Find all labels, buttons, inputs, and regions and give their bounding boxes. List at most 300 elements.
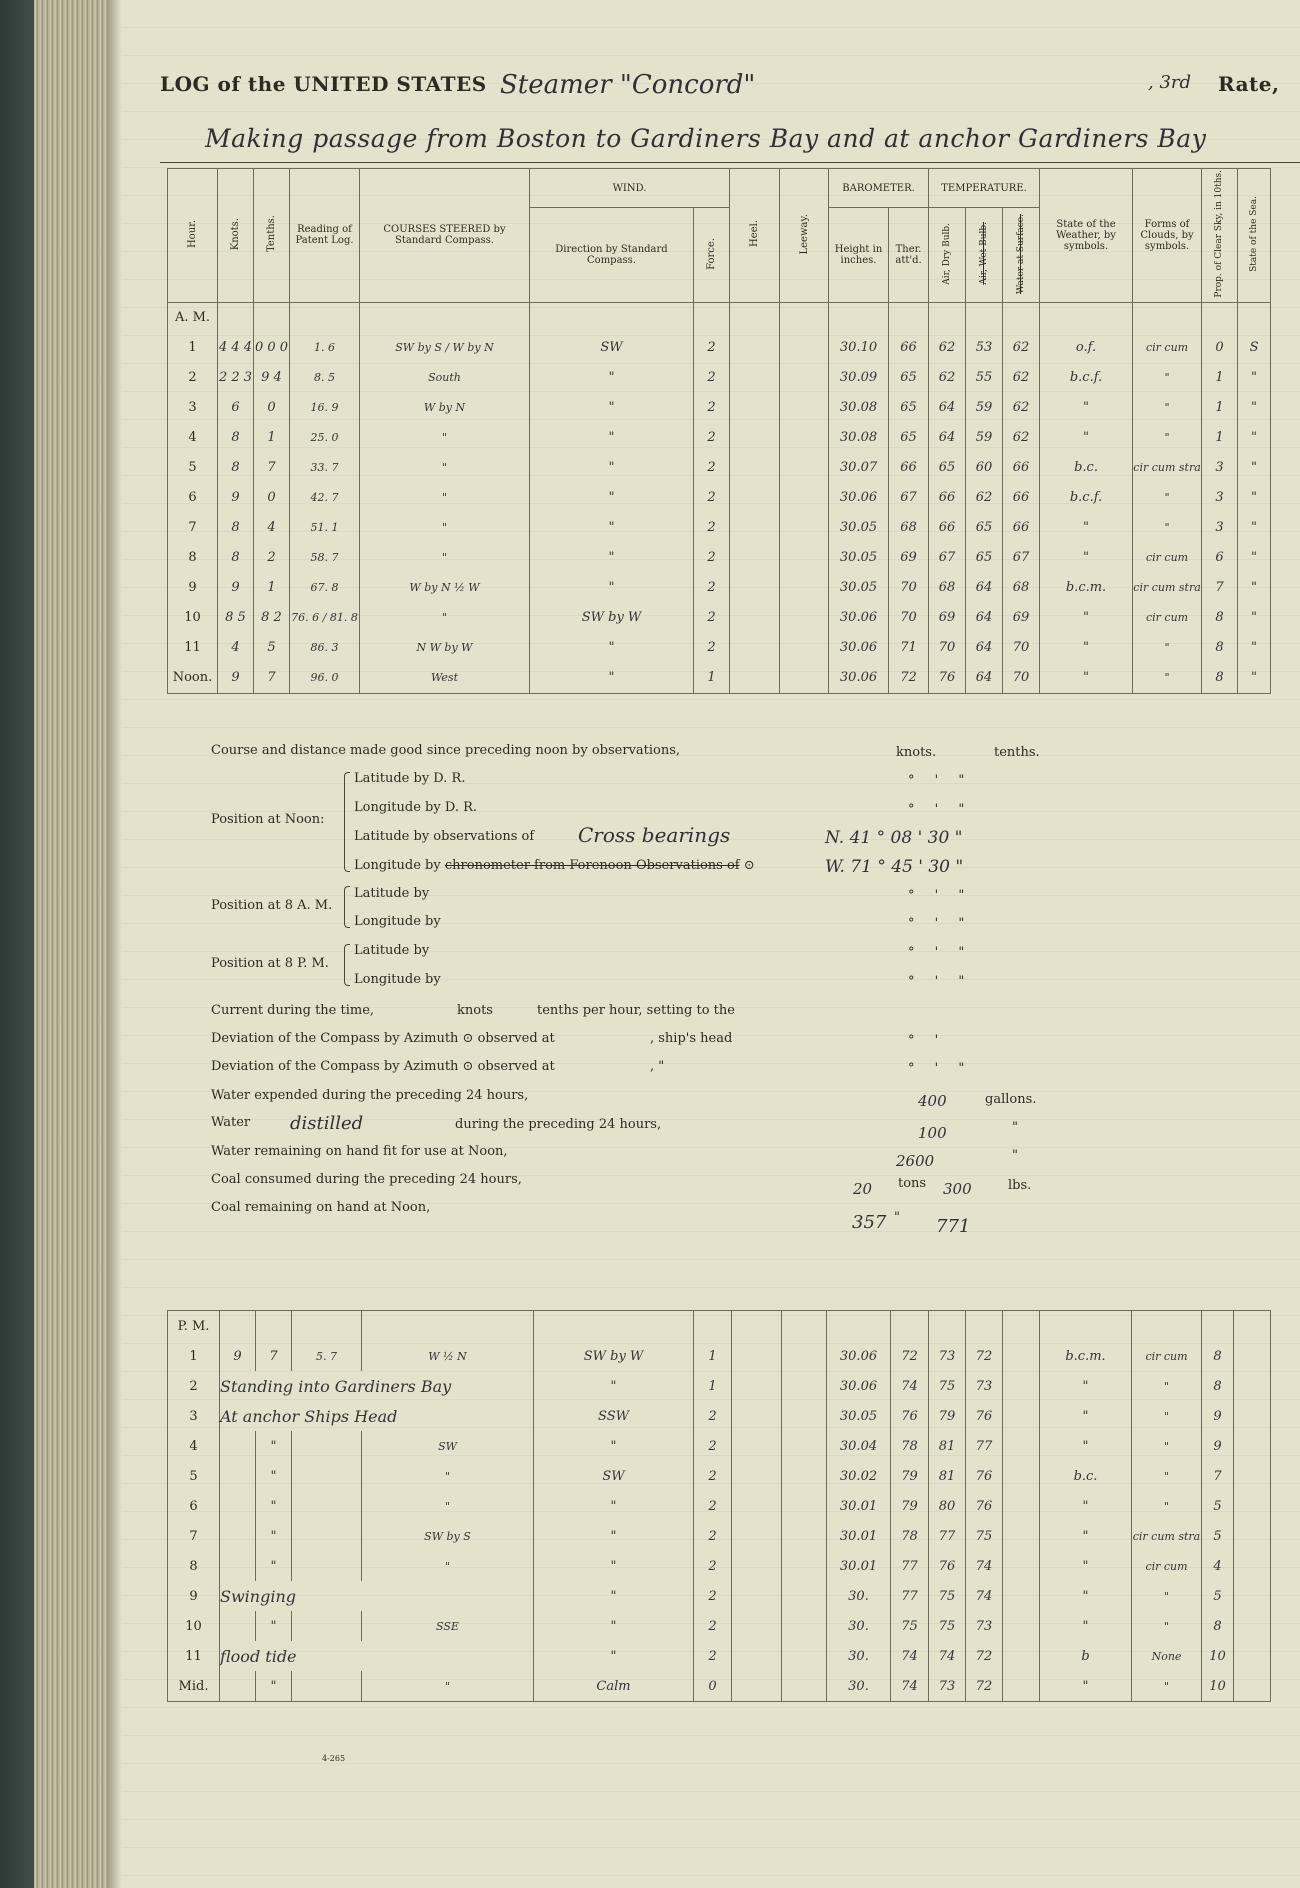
cell-clouds: " xyxy=(1133,393,1202,423)
cell-weather: " xyxy=(1040,393,1133,423)
cell-blank xyxy=(732,1581,782,1611)
cell-wet: 65 xyxy=(966,513,1003,543)
cell-knots: 2 2 3 xyxy=(218,363,254,393)
cell-ther: 72 xyxy=(889,663,929,694)
cell-force: 1 xyxy=(694,663,730,694)
cell-wind-dir: " xyxy=(534,1581,694,1611)
cell-dry: 75 xyxy=(929,1581,966,1611)
cell-ther: 70 xyxy=(889,603,929,633)
cell-clouds: " xyxy=(1133,663,1202,694)
water-distilled-value: 100 xyxy=(918,1124,947,1142)
cell-wet: 74 xyxy=(966,1581,1003,1611)
hour-cell: Noon. xyxy=(168,663,218,694)
cell-log: 58. 7 xyxy=(290,543,360,573)
water-expended-value: 400 xyxy=(918,1092,947,1110)
cell-water: 66 xyxy=(1003,513,1040,543)
pm-row xyxy=(168,1341,1271,1371)
cell-clear: 10 xyxy=(1202,1641,1234,1671)
ditto-3: " xyxy=(894,1210,900,1225)
cell-clouds: " xyxy=(1132,1461,1202,1491)
cell-blank xyxy=(730,423,780,453)
am-row xyxy=(168,543,1271,573)
cell-water xyxy=(1003,1461,1040,1491)
cell-blank xyxy=(780,663,829,694)
cell-sea: " xyxy=(1238,393,1271,423)
cell-wet: 76 xyxy=(966,1461,1003,1491)
cell-wind-dir: SW by W xyxy=(534,1341,694,1371)
cell-weather: " xyxy=(1040,1521,1132,1551)
cell-blank xyxy=(730,633,780,663)
cell-tenths: " xyxy=(256,1491,292,1521)
cell-blank xyxy=(780,573,829,603)
cell-clear: 6 xyxy=(1202,543,1238,573)
cell-wind-dir: " xyxy=(530,543,694,573)
cell-wind-dir: SW xyxy=(530,333,694,363)
page-edges xyxy=(34,0,114,1888)
ships-head-label: , ship's head xyxy=(650,1031,733,1046)
cell-blank xyxy=(732,1671,782,1702)
cell-weather: b.c.f. xyxy=(1040,363,1133,393)
cell-ther: 74 xyxy=(891,1641,929,1671)
cell-wind-dir: SW xyxy=(534,1461,694,1491)
lat-obs-value: N. 41 ° 08 ' 30 " xyxy=(825,828,963,848)
cell-dry: 69 xyxy=(929,603,966,633)
cell-weather: b.c. xyxy=(1040,453,1133,483)
cell-log xyxy=(292,1431,362,1461)
cell-clouds: " xyxy=(1132,1401,1202,1431)
cell-sea: " xyxy=(1238,483,1271,513)
coal-consumed-label: Coal consumed during the preceding 24 hours, xyxy=(211,1172,522,1187)
cell-ther: 70 xyxy=(889,573,929,603)
am-row xyxy=(168,603,1271,633)
cell-height: 30.05 xyxy=(829,543,889,573)
rate-label: Rate, xyxy=(1218,72,1280,96)
cell-force: 2 xyxy=(694,513,730,543)
col-ther-attd: Ther. att'd. xyxy=(889,208,929,302)
cell-log: 51. 1 xyxy=(290,513,360,543)
ditto-1: " xyxy=(1012,1120,1018,1135)
current-tenths-label: tenths per hour, setting to the xyxy=(537,1003,735,1018)
cell-ther: 74 xyxy=(891,1371,929,1401)
cell-wet: 59 xyxy=(966,393,1003,423)
col-air-dry: Air, Dry Bulb. xyxy=(929,208,966,302)
cell-blank xyxy=(782,1581,827,1611)
cell-clouds: " xyxy=(1132,1671,1202,1702)
cell-knots: 9 xyxy=(218,483,254,513)
cell-wet: 73 xyxy=(966,1371,1003,1401)
cell-height: 30.05 xyxy=(829,573,889,603)
hour-cell: 5 xyxy=(168,1461,220,1491)
cell-clear: 3 xyxy=(1202,513,1238,543)
cell-tenths: 7 xyxy=(254,663,290,694)
cell-blank xyxy=(780,513,829,543)
cell-water xyxy=(1003,1581,1040,1611)
cell-dry: 70 xyxy=(929,633,966,663)
cell-wind-dir: " xyxy=(534,1551,694,1581)
cell-blank xyxy=(732,1401,782,1431)
lat-obs-label: Latitude by observations of xyxy=(354,829,535,844)
cell-clouds: cir cum xyxy=(1133,543,1202,573)
cell-wind-dir: " xyxy=(534,1641,694,1671)
cell-sea xyxy=(1234,1551,1271,1581)
cell-clouds: " xyxy=(1133,483,1202,513)
cell-blank xyxy=(782,1371,827,1401)
cell-blank xyxy=(732,1371,782,1401)
cell-weather: b.c.f. xyxy=(1040,483,1133,513)
cell-water: 68 xyxy=(1003,573,1040,603)
cell-log: 5. 7 xyxy=(292,1341,362,1371)
cell-knots: 8 xyxy=(218,423,254,453)
cell-tenths: 9 4 xyxy=(254,363,290,393)
long-8pm-blank: ° ' " xyxy=(908,974,973,989)
pm8-brace xyxy=(344,944,350,986)
cell-sea xyxy=(1234,1641,1271,1671)
cell-force: 2 xyxy=(694,603,730,633)
cell-blank xyxy=(732,1341,782,1371)
cell-clear: 5 xyxy=(1202,1491,1234,1521)
cell-blank xyxy=(782,1461,827,1491)
cell-tenths: 7 xyxy=(256,1341,292,1371)
cell-dry: 62 xyxy=(929,333,966,363)
cell-clouds: " xyxy=(1132,1611,1202,1641)
cell-clouds: " xyxy=(1132,1371,1202,1401)
cell-tenths: 8 2 xyxy=(254,603,290,633)
hour-cell: 3 xyxy=(168,1401,220,1431)
cell-ther: 65 xyxy=(889,393,929,423)
cell-tenths: 0 xyxy=(254,483,290,513)
cell-course: " xyxy=(360,483,530,513)
cell-sea: " xyxy=(1238,543,1271,573)
cell-knots: 9 xyxy=(218,573,254,603)
cell-course: " xyxy=(362,1461,534,1491)
cell-tenths: 1 xyxy=(254,573,290,603)
cell-knots xyxy=(220,1611,256,1641)
cell-log: 16. 9 xyxy=(290,393,360,423)
cell-wet: 74 xyxy=(966,1551,1003,1581)
log-of-the: LOG of the xyxy=(160,72,286,96)
cell-weather: " xyxy=(1040,1401,1132,1431)
cell-blank xyxy=(782,1401,827,1431)
cell-blank xyxy=(730,393,780,423)
cell-force: 2 xyxy=(694,1401,732,1431)
cell-ther: 69 xyxy=(889,543,929,573)
coal-remaining-label: Coal remaining on hand at Noon, xyxy=(211,1200,431,1215)
coal-remaining-lbs: 771 xyxy=(936,1216,971,1237)
cell-weather: " xyxy=(1040,543,1133,573)
cell-log xyxy=(292,1551,362,1581)
cell-dry: 66 xyxy=(929,483,966,513)
col-hour: Hour. xyxy=(168,169,218,303)
pm-row xyxy=(168,1491,1271,1521)
coal-consumed-tons: 20 xyxy=(853,1180,873,1198)
pm-row xyxy=(168,1671,1271,1702)
cell-tenths: " xyxy=(256,1431,292,1461)
cell-height: 30.06 xyxy=(829,633,889,663)
cell-knots: 4 xyxy=(218,633,254,663)
course-distance-label: Course and distance made good since preceding noon by observations, xyxy=(211,743,681,758)
cell-dry: 77 xyxy=(929,1521,966,1551)
cell-wet: 64 xyxy=(966,633,1003,663)
cell-ther: 78 xyxy=(891,1431,929,1461)
cell-wind-dir: " xyxy=(530,393,694,423)
cell-log: 25. 0 xyxy=(290,423,360,453)
cell-force: 2 xyxy=(694,1491,732,1521)
am-row xyxy=(168,453,1271,483)
cell-ther: 66 xyxy=(889,453,929,483)
cell-dry: 66 xyxy=(929,513,966,543)
cell-height: 30.07 xyxy=(829,453,889,483)
cell-clouds: " xyxy=(1133,363,1202,393)
lat-8pm-label: Latitude by xyxy=(354,943,430,958)
cell-weather: " xyxy=(1040,1551,1132,1581)
cell-knots xyxy=(220,1461,256,1491)
cell-ther: 67 xyxy=(889,483,929,513)
col-wind-direction: Direction by Standard Compass. xyxy=(530,208,694,302)
cell-tenths: 1 xyxy=(254,423,290,453)
pm-log-table xyxy=(167,1310,1271,1702)
cell-height: 30. xyxy=(827,1671,891,1702)
cell-wet: 65 xyxy=(966,543,1003,573)
cell-clouds: cir cum stra xyxy=(1133,453,1202,483)
cell-course: " xyxy=(360,513,530,543)
col-patent-log: Reading of Patent Log. xyxy=(290,169,360,303)
cell-clear: 8 xyxy=(1202,603,1238,633)
am-row xyxy=(168,423,1271,453)
deviation2-blank: ° ' " xyxy=(908,1061,973,1076)
am-row xyxy=(168,393,1271,423)
water-remaining-value: 2600 xyxy=(896,1152,935,1170)
cell-course: " xyxy=(362,1671,534,1702)
cell-knots: At anchor Ships Head xyxy=(220,1401,534,1431)
cell-knots: 8 xyxy=(218,453,254,483)
cell-height: 30.06 xyxy=(829,603,889,633)
hour-cell: 7 xyxy=(168,1521,220,1551)
lbs-label: lbs. xyxy=(1008,1178,1032,1193)
cell-wind-dir: " xyxy=(534,1431,694,1461)
cell-water xyxy=(1003,1431,1040,1461)
cell-blank xyxy=(732,1551,782,1581)
cell-dry: 74 xyxy=(929,1641,966,1671)
cell-wet: 55 xyxy=(966,363,1003,393)
cell-clouds: None xyxy=(1132,1641,1202,1671)
page-gutter xyxy=(108,0,122,1888)
cell-sea: " xyxy=(1238,453,1271,483)
cell-blank xyxy=(730,543,780,573)
cell-tenths: 2 xyxy=(254,543,290,573)
lat-obs-method: Cross bearings xyxy=(578,823,731,847)
cell-tenths: " xyxy=(256,1611,292,1641)
cell-log xyxy=(292,1461,362,1491)
cell-blank xyxy=(780,633,829,663)
cell-wind-dir: " xyxy=(530,513,694,543)
cell-course: W by N xyxy=(360,393,530,423)
cell-clouds: cir cum xyxy=(1133,333,1202,363)
cell-ther: 68 xyxy=(889,513,929,543)
cell-ther: 65 xyxy=(889,363,929,393)
cell-height: 30.08 xyxy=(829,423,889,453)
pm-row xyxy=(168,1521,1271,1551)
hour-cell: 9 xyxy=(168,573,218,603)
cell-weather: " xyxy=(1040,423,1133,453)
cell-wind-dir: " xyxy=(530,633,694,663)
cell-water xyxy=(1003,1491,1040,1521)
hour-cell: 10 xyxy=(168,1611,220,1641)
cell-ther: 77 xyxy=(891,1581,929,1611)
cell-water xyxy=(1003,1611,1040,1641)
position-8am-label: Position at 8 A. M. xyxy=(211,898,333,913)
cell-ther: 74 xyxy=(891,1671,929,1702)
am-row xyxy=(168,363,1271,393)
cell-log xyxy=(292,1611,362,1641)
hour-cell: 8 xyxy=(168,1551,220,1581)
cell-water: 62 xyxy=(1003,363,1040,393)
pm-rows xyxy=(168,1311,1271,1702)
cell-clear: 7 xyxy=(1202,1461,1234,1491)
cell-clouds: cir cum xyxy=(1132,1341,1202,1371)
cell-height: 30.09 xyxy=(829,363,889,393)
header-rule xyxy=(160,162,1300,163)
am-row xyxy=(168,483,1271,513)
cell-blank xyxy=(730,663,780,694)
cell-sea xyxy=(1234,1521,1271,1551)
water-remaining-label: Water remaining on hand fit for use at Noon, xyxy=(211,1144,508,1159)
cell-force: 2 xyxy=(694,363,730,393)
cell-tenths: 0 0 0 xyxy=(254,333,290,363)
cell-water: 67 xyxy=(1003,543,1040,573)
cell-clouds: cir cum xyxy=(1133,603,1202,633)
water-word: Water xyxy=(211,1115,251,1130)
cell-course: W ½ N xyxy=(362,1341,534,1371)
cell-wind-dir: " xyxy=(530,573,694,603)
header-line xyxy=(160,72,487,96)
cell-log: 8. 5 xyxy=(290,363,360,393)
cell-height: 30. xyxy=(827,1611,891,1641)
cell-wind-dir: SW by W xyxy=(530,603,694,633)
cell-knots: Standing into Gardiners Bay xyxy=(220,1371,534,1401)
pm-row xyxy=(168,1641,1271,1671)
cell-course: SW by S xyxy=(362,1521,534,1551)
col-leeway: Leeway. xyxy=(780,169,829,303)
cell-knots xyxy=(220,1491,256,1521)
col-wind: WIND. xyxy=(530,169,730,208)
cell-log: 86. 3 xyxy=(290,633,360,663)
cell-height: 30. xyxy=(827,1641,891,1671)
cell-tenths: 0 xyxy=(254,393,290,423)
cell-wet: 72 xyxy=(966,1641,1003,1671)
cell-dry: 75 xyxy=(929,1611,966,1641)
cell-tenths: " xyxy=(256,1461,292,1491)
cell-clear: 1 xyxy=(1202,423,1238,453)
col-prop-clear: Prop. of Clear Sky, in 10ths. xyxy=(1202,169,1238,303)
cell-force: 2 xyxy=(694,1461,732,1491)
col-heel: Heel. xyxy=(730,169,780,303)
hour-cell: 2 xyxy=(168,363,218,393)
cell-water: 70 xyxy=(1003,663,1040,694)
cell-height: 30. xyxy=(827,1581,891,1611)
am-row xyxy=(168,633,1271,663)
hour-cell: 6 xyxy=(168,1491,220,1521)
cell-clouds: " xyxy=(1132,1431,1202,1461)
cell-clear: 1 xyxy=(1202,393,1238,423)
cell-dry: 64 xyxy=(929,393,966,423)
cell-force: 2 xyxy=(694,1521,732,1551)
lat-8am-label: Latitude by xyxy=(354,886,430,901)
cell-knots: 6 xyxy=(218,393,254,423)
cell-course: " xyxy=(362,1551,534,1581)
cell-knots: flood tide xyxy=(220,1641,534,1671)
cell-water xyxy=(1003,1671,1040,1702)
cell-sea: " xyxy=(1238,573,1271,603)
cell-weather: b.c. xyxy=(1040,1461,1132,1491)
cell-clear: 10 xyxy=(1202,1671,1234,1702)
cell-clear: 9 xyxy=(1202,1431,1234,1461)
cell-knots xyxy=(220,1521,256,1551)
cell-height: 30.01 xyxy=(827,1491,891,1521)
pm-row xyxy=(168,1551,1271,1581)
united-states: UNITED STATES xyxy=(293,72,487,96)
hour-cell: 5 xyxy=(168,453,218,483)
cell-clear: 7 xyxy=(1202,573,1238,603)
deviation1-blank: ° ' xyxy=(908,1033,947,1048)
cell-wind-dir: " xyxy=(534,1371,694,1401)
cell-blank xyxy=(782,1611,827,1641)
hour-cell: 4 xyxy=(168,1431,220,1461)
cell-knots: 9 xyxy=(218,663,254,694)
deviation1-label: Deviation of the Compass by Azimuth ⊙ observed at xyxy=(211,1031,555,1046)
cell-dry: 81 xyxy=(929,1431,966,1461)
rate-number: , 3rd xyxy=(1148,72,1192,93)
cell-weather: b xyxy=(1040,1641,1132,1671)
cell-log xyxy=(292,1671,362,1702)
cell-wet: 60 xyxy=(966,453,1003,483)
cell-wind-dir: " xyxy=(530,483,694,513)
cell-log: 76. 6 / 81. 8 xyxy=(290,603,360,633)
cell-blank xyxy=(732,1611,782,1641)
cell-sea xyxy=(1234,1341,1271,1371)
cell-sea: " xyxy=(1238,423,1271,453)
am-rows xyxy=(168,302,1271,693)
cell-dry: 67 xyxy=(929,543,966,573)
col-height: Height in inches. xyxy=(829,208,889,302)
cell-clear: 0 xyxy=(1202,333,1238,363)
am-row xyxy=(168,573,1271,603)
cell-blank xyxy=(780,603,829,633)
cell-weather: " xyxy=(1040,603,1133,633)
cell-blank xyxy=(782,1521,827,1551)
noon-brace xyxy=(344,772,350,872)
cell-log: 42. 7 xyxy=(290,483,360,513)
cell-clouds: cir cum stra xyxy=(1132,1521,1202,1551)
cell-force: 2 xyxy=(694,633,730,663)
cell-clear: 8 xyxy=(1202,1371,1234,1401)
col-tenths: Tenths. xyxy=(254,169,290,303)
cell-tenths: " xyxy=(256,1521,292,1551)
cell-clouds: cir cum xyxy=(1132,1551,1202,1581)
cell-weather: " xyxy=(1040,513,1133,543)
cell-force: 2 xyxy=(694,573,730,603)
cell-knots xyxy=(220,1431,256,1461)
cell-height: 30.05 xyxy=(827,1401,891,1431)
cell-water xyxy=(1003,1551,1040,1581)
cell-wet: 77 xyxy=(966,1431,1003,1461)
cell-weather: " xyxy=(1040,1671,1132,1702)
cell-tenths: 4 xyxy=(254,513,290,543)
cell-course: N W by W xyxy=(360,633,530,663)
cell-height: 30.05 xyxy=(829,513,889,543)
cell-clear: 1 xyxy=(1202,363,1238,393)
hour-cell: 7 xyxy=(168,513,218,543)
cell-knots: 4 4 4 xyxy=(218,333,254,363)
